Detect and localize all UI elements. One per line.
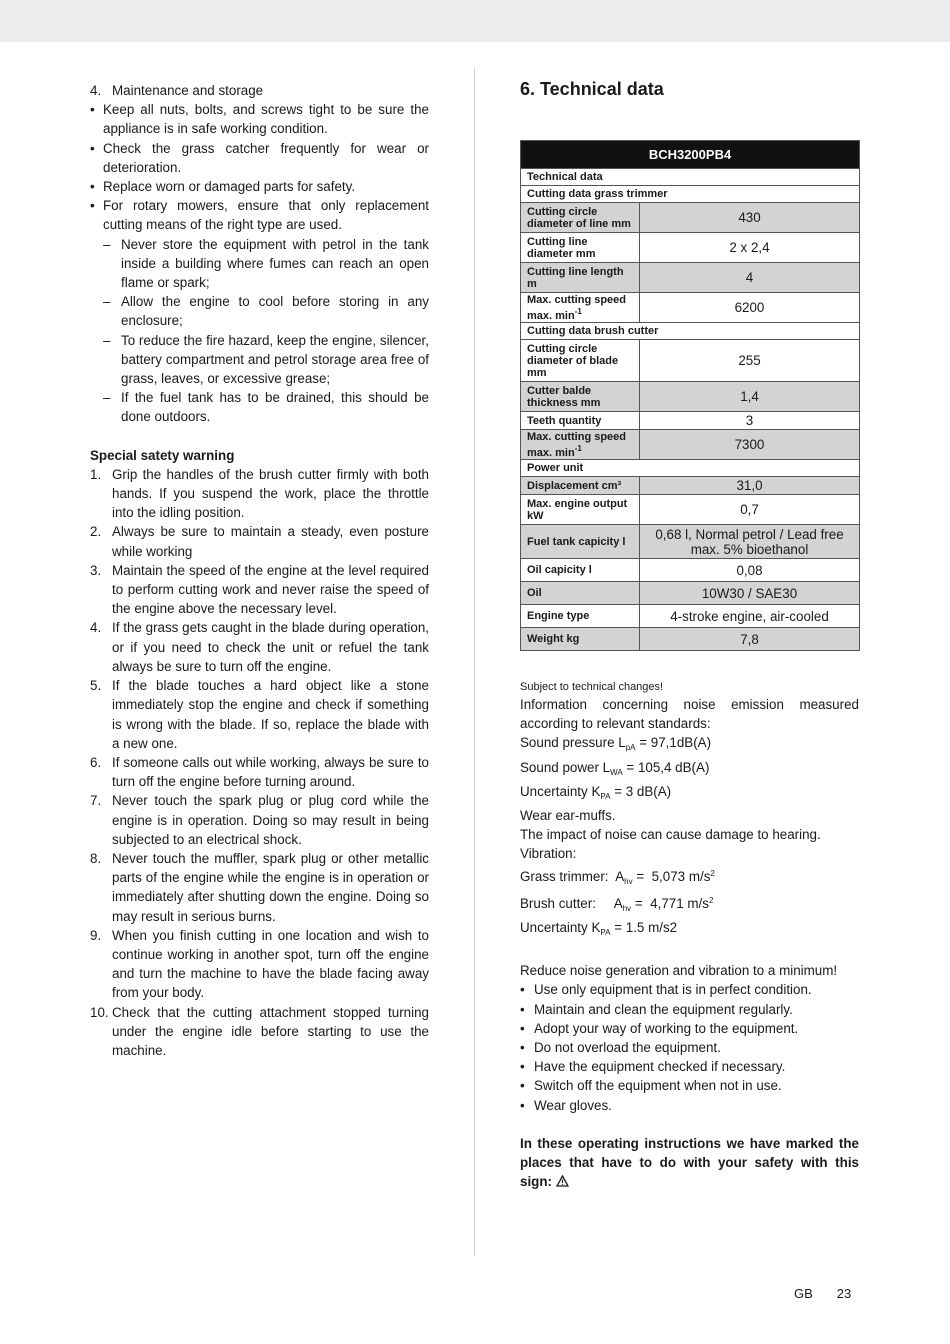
uncertainty-vibration: Uncertainty $K_{PA} = 1.5$ m/s2 xyxy=(520,920,678,938)
language-code: GB xyxy=(794,1286,813,1301)
list-item: • For rotary mowers, ensure that only replacement cutting means of the right type are used. xyxy=(90,198,429,233)
list-item: • Wear gloves. xyxy=(520,1097,612,1113)
page-number: 23 xyxy=(836,1286,852,1301)
list-item: • Keep all nuts, bolts, and screws tight to be sure the appliance is in safe working condition. xyxy=(90,102,429,137)
list-item: 3. Maintain the speed of the engine at the level required to perform cutting work and never raise the speed of the engine above the necessary level. xyxy=(90,562,429,617)
top-band xyxy=(0,0,950,42)
list-item: 1. Grip the handles of the brush cutter firmly with both hands. If you suspend the work, place the throttle into the idling position. xyxy=(90,466,429,521)
page-footer xyxy=(794,1286,851,1301)
table-section-header: Technical data xyxy=(521,169,860,186)
uncertainty-sound: Uncertainty $K_{PA} = 3$ dB(A) xyxy=(520,783,672,801)
technical-data-table xyxy=(520,140,860,651)
warning-triangle-icon xyxy=(556,1175,569,1187)
noise-intro: Information concerning noise emission measured according to relevant standards: xyxy=(520,697,859,732)
list-item: • Switch off the equipment when not in use. xyxy=(520,1078,782,1094)
safety-sign-note: In these operating instructions we have marked the places that have to do with your safety with this sign: xyxy=(520,1135,859,1190)
list-item: 4. If the grass gets caught in the blade during operation, or if you need to check the unit or refuel the tank always be sure to turn off the engine. xyxy=(90,620,429,674)
table-row: Weight kg 7,8 xyxy=(521,628,860,651)
list-item: • Have the equipment checked if necessary. xyxy=(520,1059,786,1075)
list-item: • Use only equipment that is in perfect condition. xyxy=(520,982,812,998)
list-item: • Do not overload the equipment. xyxy=(520,1040,721,1056)
table-row: Teeth quantity 3 xyxy=(521,412,860,430)
table-row: Max. cutting speed max. $\min^{-1}$ 7300 xyxy=(521,430,860,460)
column-divider xyxy=(474,68,475,1256)
list-item: 6. If someone calls out while working, always be sure to turn off the engine before turning around. xyxy=(90,754,429,790)
noise-impact-note: The impact of noise can cause damage to hearing. xyxy=(520,827,821,843)
table-row: Cutting line length m 4 xyxy=(521,263,860,293)
list-item: 2. Always be sure to maintain a steady, even posture while working xyxy=(90,524,429,559)
model-name: BCH3200PB4 xyxy=(521,141,860,169)
list-item: – Allow the engine to cool before storing in any enclosure; xyxy=(103,294,429,329)
sound-power: Sound power $L_{WA} = 105,4$ dB(A) xyxy=(520,759,710,777)
reduce-heading: Reduce noise generation and vibration to a minimum! xyxy=(520,963,838,979)
list-item: 5. If the blade touches a hard object like a stone immediately stop the engine and check if something is wrong with the blade. If so, replace the blade with a new one. xyxy=(90,678,429,751)
vibration-grass-trimmer: Grass trimmer: $A_{hv} = 5,073$ $m/s^2$ xyxy=(520,868,715,886)
list-item: 7. Never touch the spark plug or plug cord while the engine is in operation. Doing so may result in being subjected to an electrical shock. xyxy=(90,793,429,847)
vibration-label: Vibration: xyxy=(520,846,577,862)
table-row: Oil 10W30 / SAE30 xyxy=(521,582,860,605)
list-item: – If the fuel tank has to be drained, this should be done outdoors. xyxy=(103,390,429,425)
list-item: 8. Never touch the muffler, spark plug or other metallic parts of the engine while the engine is in operation or immediately after shutting down the engine. Doing so may result in serious burns. xyxy=(90,850,429,924)
vibration-brush-cutter: Brush cutter: $A_{hv} = 4,771$ $m/s^2$ xyxy=(520,895,714,913)
table-row: Cutting circle diameter of blade mm 255 xyxy=(521,340,860,382)
table-row: Displacement cm³ 31,0 xyxy=(521,477,860,495)
list-item: 9. When you finish cutting in one location and wish to continue working in another spot, turn off the engine and turn the machine to have the blade facing away from your body. xyxy=(90,927,429,1001)
ear-muffs-note: Wear ear-muffs. xyxy=(520,808,616,824)
maintenance-heading: 4. Maintenance and storage xyxy=(90,83,264,98)
list-item: – Never store the equipment with petrol in the tank inside a building where fumes can reach an open flame or spark; xyxy=(103,236,429,291)
list-item: – To reduce the fire hazard, keep the engine, silencer, battery compartment and petrol storage area free of grass, leaves, or excessive grease; xyxy=(103,332,429,387)
section-title: 6. Technical data xyxy=(520,79,664,99)
list-item: 10. Check that the cutting attachment stopped turning under the engine idle before starting to use the machine. xyxy=(90,1004,429,1058)
list-item: • Replace worn or damaged parts for safety. xyxy=(90,179,356,195)
subject-note: Subject to technical changes! xyxy=(520,681,664,693)
table-section-header: Power unit xyxy=(521,460,860,477)
table-row: Fuel tank capicity l 0,68 l, Normal petrol / Lead free max. 5% bioethanol xyxy=(521,525,860,559)
list-item: • Maintain and clean the equipment regularly. xyxy=(520,1001,793,1017)
special-warning-heading: Special satety warning xyxy=(90,447,235,463)
table-section-header: Cutting data grass trimmer xyxy=(521,186,860,203)
table-row: Oil capicity l 0,08 xyxy=(521,559,860,582)
table-row: Max. cutting speed max. $\min^{-1}$ 6200 xyxy=(521,293,860,323)
table-section-header: Cutting data brush cutter xyxy=(521,323,860,340)
list-item: • Adopt your way of working to the equipment. xyxy=(520,1020,799,1036)
left-column xyxy=(90,81,429,1060)
noise-notes xyxy=(520,679,859,1191)
table-row: Cutting circle diameter of line mm 430 xyxy=(521,203,860,233)
table-row: Cutter balde thickness mm 1,4 xyxy=(521,382,860,412)
right-column xyxy=(520,78,859,1190)
list-item: • Check the grass catcher frequently for wear or deterioration. xyxy=(90,140,429,175)
table-row: Engine type 4-stroke engine, air-cooled xyxy=(521,605,860,628)
sound-pressure: Sound pressure $L_{pA} = 97,1dB(A)$ xyxy=(520,735,712,753)
table-row: Max. engine output kW 0,7 xyxy=(521,495,860,525)
table-row: Cutting line diameter mm 2 x 2,4 xyxy=(521,233,860,263)
